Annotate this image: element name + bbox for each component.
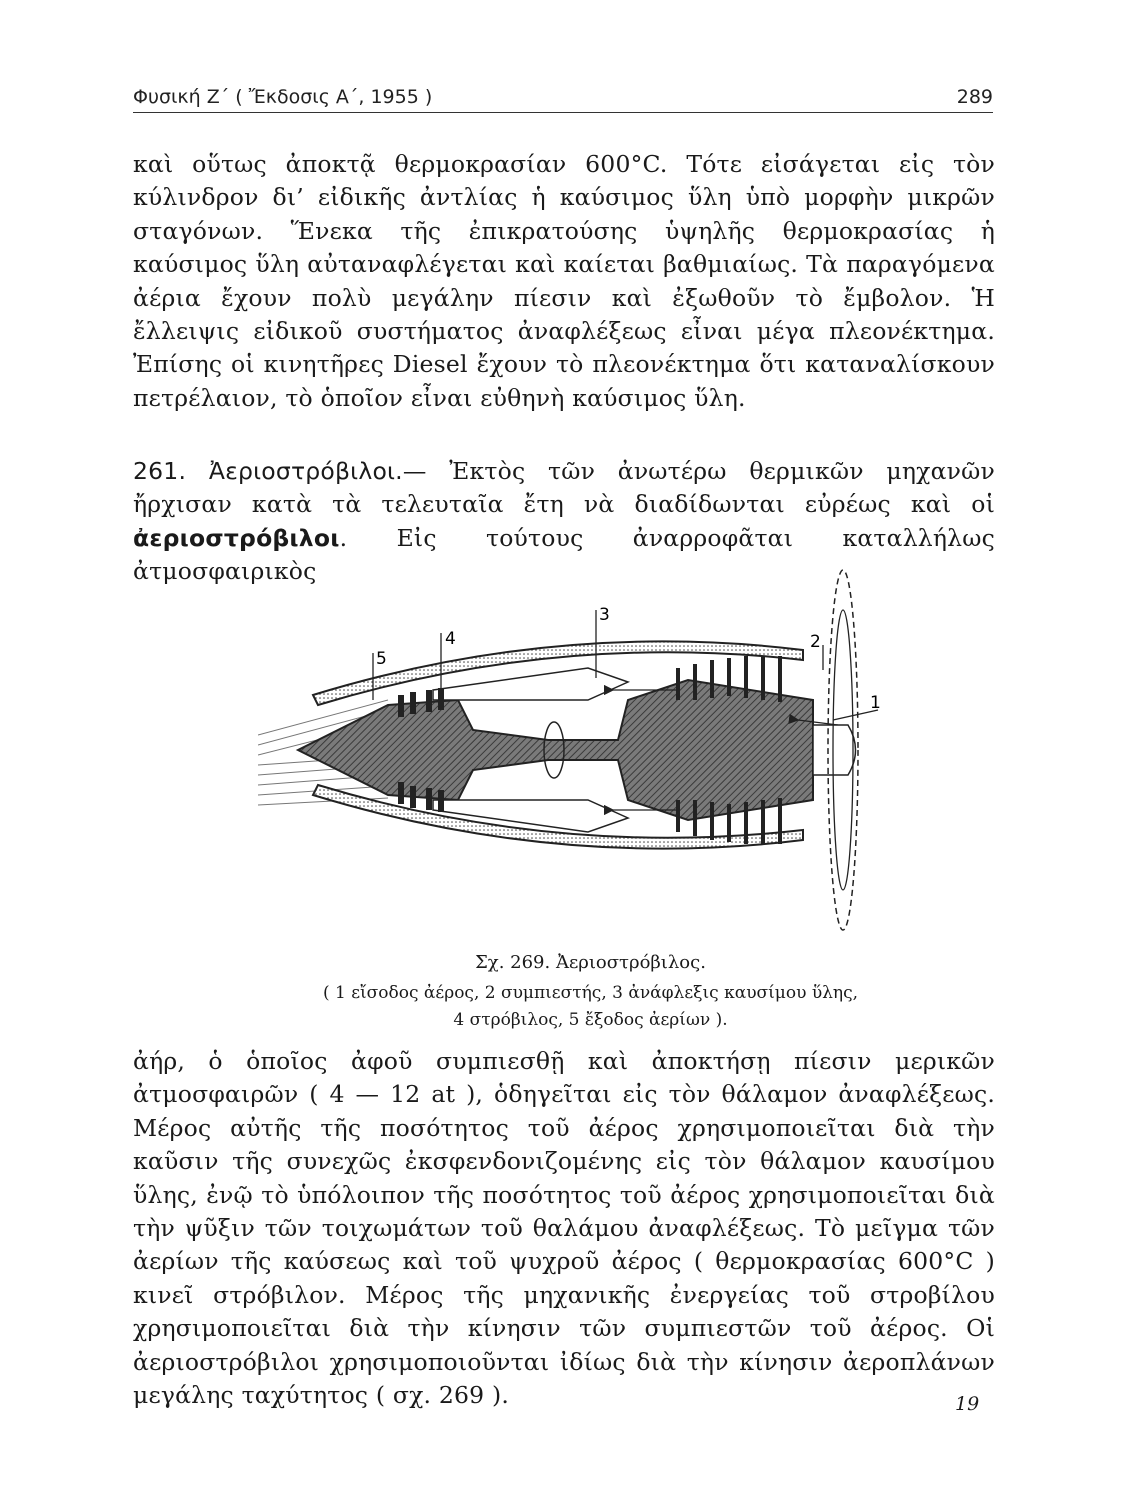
gas-turbine-diagram: [258, 560, 898, 945]
label-exhaust: 5: [376, 649, 387, 669]
section-title: Ἀεριοστρόβιλοι.: [208, 457, 403, 485]
gas-turbine-svg: [258, 560, 898, 945]
label-air-intake: 1: [870, 693, 881, 713]
paragraph-diesel: καὶ οὕτως ἀποκτᾷ θερμοκρασίαν 600°C. Τότε εἰσάγεται εἰς τὸν κύλινδρον δι’ εἰδικῆς ἀντλίας ἡ καύσιμος ὕλη ὑπὸ μορφὴν μικρῶν σταγόνων. Ἕνεκα τῆς ἐπικρατούσης ὑψηλῆς θερμοκρασίας ἡ καύσιμος ὕλη αὐταναφλέγεται καὶ καίεται βαθμιαίως. Τὰ παραγόμενα ἀέρια ἔχουν πολὺ μεγάλην πίεσιν καὶ ἐξωθοῦν τὸ ἔμβολον. Ἡ ἔλλειψις εἰδικοῦ συστήματος ἀναφλέξεως εἶναι μέγα πλεονέκτημα. Ἐπίσης οἱ κινητῆρες Diesel ἔχουν τὸ πλεονέκτημα ὅτι καταναλίσκουν πετρέλαιον, τὸ ὁποῖον εἶναι εὐθηνὴ καύσιμος ὕλη.: [133, 150, 995, 412]
signature-mark: 19: [955, 1393, 980, 1415]
label-ignition: 3: [599, 605, 610, 625]
caption-line-2: 4 στρόβιλος, 5 ἔξοδος ἀερίων ).: [453, 1010, 728, 1030]
combustion-chamber-top: [433, 668, 628, 700]
label-turbine: 4: [445, 629, 456, 649]
figure-caption-title: Σχ. 269. Ἀεριοστρόβιλος.: [475, 952, 706, 973]
nose-cone: [813, 725, 856, 775]
page-number: 289: [956, 86, 993, 108]
term-gas-turbines: ἀεριοστρόβιλοι: [133, 523, 340, 552]
caption-line-1: ( 1 εἴσοδος ἀέρος, 2 συμπιεστής, 3 ἀνάφλεξις καυσίμου ὕλης,: [322, 983, 859, 1003]
section-intro: — Ἐκτὸς τῶν ἀνωτέρω θερμικῶν μηχανῶν ἤρχισαν κατὰ τὰ τελευταῖα ἔτη νὰ διαδίδωνται εὐρέως καὶ οἱ: [133, 457, 995, 519]
section-number: 261.: [133, 457, 187, 485]
figure-caption-description: [0, 980, 1141, 1034]
running-header: [133, 80, 993, 113]
label-compressor: 2: [810, 632, 821, 652]
section-outro: . Εἰς τούτους ἀναρροφᾶται καταλλήλως ἀτμοσφαιρικὸς: [133, 523, 995, 586]
book-title: Φυσική Ζ΄ ( Ἔκδοσις Α΄, 1955 ): [133, 86, 433, 108]
paragraph-gas-turbine: ἀήρ, ὁ ὁποῖος ἀφοῦ συμπιεσθῇ καὶ ἀποκτήσῃ πίεσιν μερικῶν ἀτμοσφαιρῶν ( 4 — 12 at ), ὁδηγεῖται εἰς τὸν θάλαμον ἀναφλέξεως. Μέρος αὐτῆς τῆς ποσότητος τοῦ ἀέρος χρησιμοποιεῖται διὰ τὴν καῦσιν τῆς συνεχῶς ἐκσφενδονιζομένης εἰς τὸν θάλαμον καυσίμου ὕλης, ἐνῷ τὸ ὑπόλοιπον τῆς ποσότητος τοῦ ἀέρος χρησιμοποιεῖται διὰ τὴν ψῦξιν τῶν τοιχωμάτων τοῦ θαλάμου ἀναφλέξεως. Τὸ μεῖγμα τῶν ἀερίων τῆς καύσεως καὶ τοῦ ψυχροῦ ἀέρος ( θερμοκρασίας 600°C ) κινεῖ στρόβιλον. Μέρος τῆς μηχανικῆς ἐνεργείας τοῦ στροβίλου χρησιμοποιεῖται διὰ τὴν κίνησιν τῶν συμπιεστῶν τοῦ ἀέρος. Οἱ ἀεριοστρόβιλοι χρησιμοποιοῦνται ἰδίως διὰ τὴν κίνησιν ἀεροπλάνων μεγάλης ταχύτητος ( σχ. 269 ).: [133, 1047, 995, 1410]
